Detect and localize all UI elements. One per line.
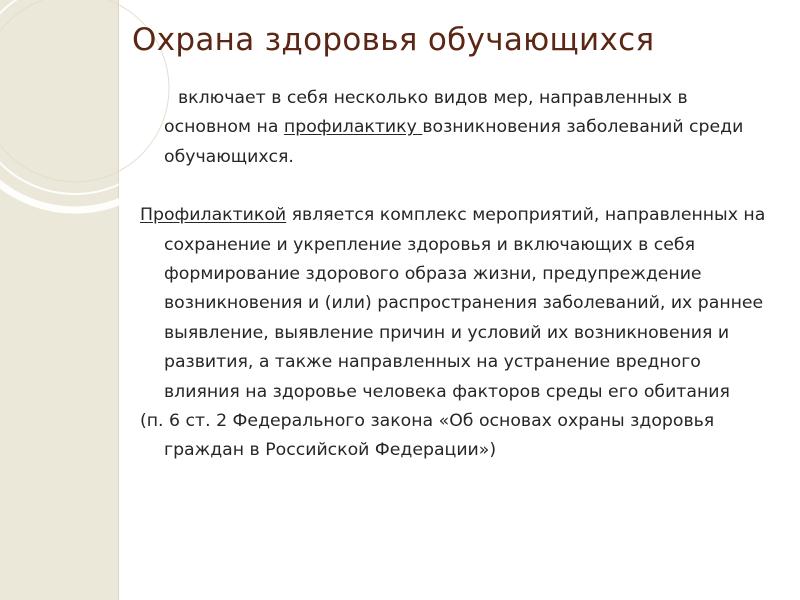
prophylaxis-link[interactable]: профилактику [283, 117, 423, 138]
slide-body [140, 84, 770, 466]
law-reference-text: (п. 6 ст. 2 Федерального закона «Об основах охраны здоровья граждан в Российской Федерации») [140, 411, 715, 461]
intro-text-part-b: возникновения заболеваний среди обучающихся. [164, 117, 744, 167]
intro-text-part-a: включает в себя несколько видов мер, направленных в основном на [164, 88, 688, 138]
definition-text: является комплекс мероприятий, направленных на сохранение и укрепление здоровья и включающих в себя формирование здорового образа жизни, предупреждение возникновения и (или) распространения заболеваний, их раннее выявление, выявление причин и условий их возникновения и развития, а также направленных на устранение вредного влияния на здоровье человека факторов среды его обитания [164, 205, 766, 402]
paragraph-definition [140, 201, 770, 407]
paragraph-intro [140, 84, 770, 172]
slide-title: Охрана здоровья обучающихся [132, 22, 655, 58]
prophylaxis-term-link[interactable]: Профилактикой [140, 205, 287, 226]
paragraph-gap [140, 172, 770, 201]
paragraph-law-reference [140, 407, 770, 466]
